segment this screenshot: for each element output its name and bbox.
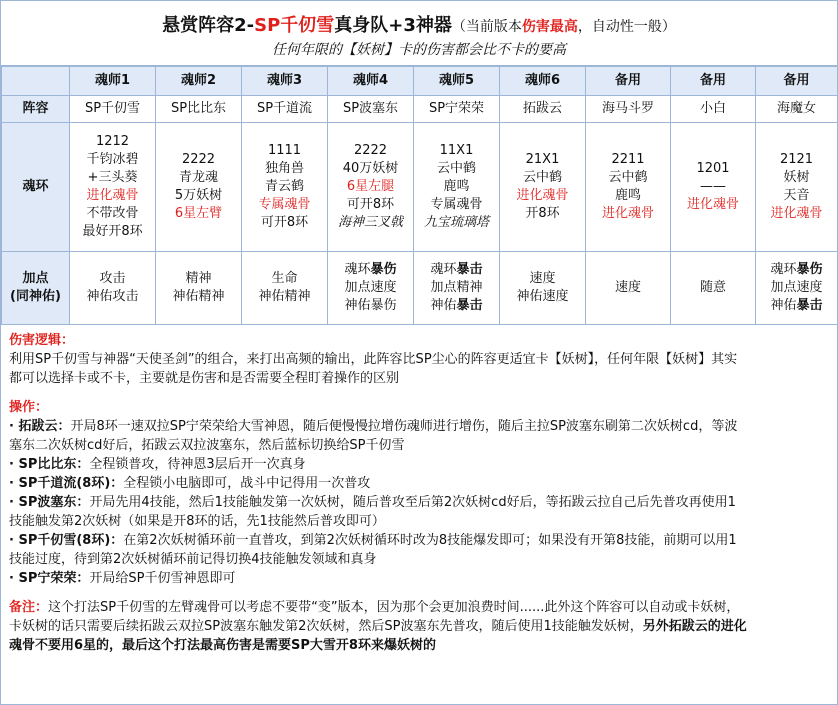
column-header: 魂师2 <box>156 67 242 96</box>
remark-title: 备注： <box>9 600 49 615</box>
points-text: 神佑暴伤 <box>344 298 397 313</box>
lineup-table <box>1 66 838 325</box>
points-text: 神佑速度 <box>516 289 569 304</box>
ring-line: 可开8环 <box>346 197 395 212</box>
row-label-points <box>2 252 70 325</box>
operation-line <box>9 436 829 455</box>
points-cell <box>328 252 414 325</box>
title-note-a: （当前版本 <box>451 19 522 35</box>
operation-line <box>9 531 829 550</box>
ring-line: 可开8环 <box>260 215 309 230</box>
ring-line: 1201 <box>696 161 730 176</box>
points-text: 神佑精神 <box>172 289 225 304</box>
points-line <box>329 279 412 297</box>
rings-cell <box>242 123 328 252</box>
row-label-lineup: 阵容 <box>2 96 70 123</box>
ring-line: 云中鹤 <box>608 170 648 185</box>
operation-text: 技能触发第2次妖树（如果是开8环的话，先1技能然后普攻即可） <box>9 514 385 529</box>
remark-text: 卡妖树的话只需要后续拓跋云双拉SP波塞东触发第2次妖树，然后SP波塞东先普攻，随后使用1技能触发妖树， <box>9 619 643 634</box>
title-hero: SP千仞雪 <box>254 15 335 36</box>
operation-text: 塞东二次妖树cd好后，拓跋云双拉波塞东，然后蓝标切换给SP千仞雪 <box>9 438 405 453</box>
points-line <box>757 261 836 279</box>
row-label-points-1: 加点 <box>22 271 49 286</box>
ring-line: 2222 <box>181 152 216 167</box>
points-text: 暴伤 <box>796 262 823 277</box>
operation-text: 全程锁普攻，待神恩3层后开一次真身 <box>89 457 306 472</box>
points-line <box>243 288 326 306</box>
points-cell <box>756 252 838 325</box>
lineup-row <box>2 96 838 123</box>
points-text: 神佑精神 <box>258 289 311 304</box>
ring-line: 妖树 <box>783 170 810 185</box>
points-text: 加点速度 <box>770 280 823 295</box>
points-text: 神佑 <box>430 298 457 313</box>
ring-line: 进化魂骨 <box>86 188 139 203</box>
lineup-cell: 海马斗罗 <box>586 96 671 123</box>
ring-line: +三头葵 <box>87 170 138 185</box>
table-header-row <box>2 67 838 96</box>
operations-title: 操作： <box>9 400 49 415</box>
points-line <box>415 297 498 315</box>
ring-line: 专属魂骨 <box>430 197 483 212</box>
operation-label: · SP千仞雪(8环)： <box>9 533 124 548</box>
points-line <box>757 279 836 297</box>
points-text: 随意 <box>699 280 726 295</box>
operation-text: 开局先用4技能，然后1技能触发第一次妖树，随后普攻至后第2次妖树cd好后，等拓跋云拉自己后先普攻再使用1 <box>89 495 736 510</box>
rings-cell <box>671 123 756 252</box>
title-suffix: 真身队+3神器 <box>334 15 452 36</box>
ring-line: 专属魂骨 <box>258 197 311 212</box>
ring-line: 独角兽 <box>264 161 304 176</box>
rings-cell <box>70 123 156 252</box>
ring-line: 云中鹤 <box>436 161 476 176</box>
damage-logic-line: 都可以选择卡或不卡，主要就是伤害和是否需要全程盯着操作的区别 <box>9 371 400 386</box>
points-line <box>501 288 584 306</box>
rings-cell <box>756 123 838 252</box>
subtitle: 任何年限的【妖树】卡的伤害都会比不卡的要高 <box>272 42 566 58</box>
points-text: 魂环 <box>344 262 371 277</box>
column-header: 备用 <box>586 67 671 96</box>
lineup-cell: 拓跋云 <box>500 96 586 123</box>
operation-text: 开局给SP千仞雪神恩即可 <box>89 571 236 586</box>
points-line <box>71 270 154 288</box>
points-text: 魂环 <box>430 262 457 277</box>
points-row <box>2 252 838 325</box>
points-line <box>243 270 326 288</box>
points-line <box>329 261 412 279</box>
points-text: 加点速度 <box>344 280 397 295</box>
ring-line: 21X1 <box>525 152 560 167</box>
title-prefix: 悬赏阵容2- <box>162 15 255 36</box>
ring-line: 进化魂骨 <box>770 206 823 221</box>
remark-text: 这个打法SP千仞雪的左臂魂骨可以考虑不要带“变”版本，因为那个会更加浪费时间......此外这个阵容可以自动或卡妖树， <box>48 600 740 615</box>
title-note <box>452 19 676 35</box>
points-line <box>71 288 154 306</box>
points-text: 神佑 <box>770 298 797 313</box>
lineup-cell: 小白 <box>671 96 756 123</box>
column-header: 魂师5 <box>414 67 500 96</box>
remark-bold-text: 另外拓跋云的进化 <box>642 619 747 634</box>
ring-line: 云中鹤 <box>522 170 562 185</box>
operations-list <box>9 417 829 588</box>
lineup-cell: SP宁荣荣 <box>414 96 500 123</box>
points-line <box>587 279 669 297</box>
row-label-points-2: (同神佑) <box>10 289 61 304</box>
operation-line <box>9 569 829 588</box>
points-cell <box>70 252 156 325</box>
operation-label: · SP千道流(8环)： <box>9 476 124 491</box>
column-header: 备用 <box>756 67 838 96</box>
remark-line <box>9 617 829 636</box>
points-text: 速度 <box>529 271 556 286</box>
lineup-cell: SP千仞雪 <box>70 96 156 123</box>
title-note-b: ，自动性一般） <box>577 19 676 35</box>
points-cell <box>414 252 500 325</box>
ring-line: 进化魂骨 <box>686 197 739 212</box>
operation-line <box>9 512 829 531</box>
operation-line <box>9 417 829 436</box>
points-line <box>757 297 836 315</box>
points-text: 暴击 <box>456 298 483 313</box>
ring-line: 青云鹤 <box>264 179 304 194</box>
ring-line: 40万妖树 <box>342 161 399 176</box>
ring-line: 5万妖树 <box>174 188 223 203</box>
ring-line: —— <box>700 179 726 194</box>
notes-section <box>1 325 837 655</box>
operation-line <box>9 550 829 569</box>
ring-line: 6星左臂 <box>174 206 223 221</box>
points-text: 速度 <box>614 280 641 295</box>
ring-line: 千钧冰碧 <box>86 152 139 167</box>
points-cell <box>671 252 756 325</box>
column-header: 魂师3 <box>242 67 328 96</box>
ring-line: 海神三叉戟 <box>337 215 403 230</box>
points-cell <box>242 252 328 325</box>
table-corner <box>2 67 70 96</box>
points-text: 精神 <box>185 271 212 286</box>
operation-line <box>9 455 829 474</box>
points-text: 暴伤 <box>370 262 397 277</box>
ring-line: 11X1 <box>439 143 474 158</box>
page-title <box>1 1 837 38</box>
ring-line: 2222 <box>353 143 388 158</box>
points-cell <box>156 252 242 325</box>
damage-logic-line: 利用SP千仞雪与神器“天使圣剑”的组合，来打出高频的输出，此阵容比SP尘心的阵容更适宜卡【妖树】，任何年限【妖树】其实 <box>9 352 738 367</box>
operation-text: 技能过度，待到第2次妖树循环前记得切换4技能触发领域和真身 <box>9 552 377 567</box>
points-line <box>672 279 754 297</box>
ring-line: 青龙魂 <box>178 170 218 185</box>
points-line <box>157 288 240 306</box>
lineup-cell: 海魔女 <box>756 96 838 123</box>
points-line <box>415 261 498 279</box>
column-header: 魂师1 <box>70 67 156 96</box>
row-label-rings: 魂环 <box>2 123 70 252</box>
points-cell <box>586 252 671 325</box>
remark-line: 魂骨不要用6星的，最后这个打法最高伤害是需要SP大雪开8环来爆妖树的 <box>9 638 436 653</box>
column-header: 备用 <box>671 67 756 96</box>
operation-label: · 拓跋云： <box>9 419 71 434</box>
ring-line: 九宝琉璃塔 <box>423 215 489 230</box>
damage-logic-title: 伤害逻辑： <box>9 333 75 348</box>
operation-label: · SP宁荣荣： <box>9 571 90 586</box>
ring-line: 鹿鸣 <box>614 188 641 203</box>
operation-text: 在第2次妖树循环前一直普攻，到第2次妖树循环时改为8技能爆发即可；如果没有开第8技能，前期可以用1 <box>123 533 737 548</box>
operation-label: · SP波塞东： <box>9 495 90 510</box>
points-cell <box>500 252 586 325</box>
lineup-cell: SP波塞东 <box>328 96 414 123</box>
ring-line: 6星左腿 <box>346 179 395 194</box>
points-text: 暴击 <box>796 298 823 313</box>
ring-line: 天音 <box>783 188 810 203</box>
ring-line: 2121 <box>779 152 814 167</box>
rings-cell <box>156 123 242 252</box>
ring-line: 1111 <box>267 143 302 158</box>
rings-cell <box>414 123 500 252</box>
points-line <box>157 270 240 288</box>
points-line <box>415 279 498 297</box>
operation-label: · SP比比东： <box>9 457 90 472</box>
points-text: 生命 <box>271 271 298 286</box>
lineup-cell: SP千道流 <box>242 96 328 123</box>
operation-line <box>9 474 829 493</box>
points-text: 加点精神 <box>430 280 483 295</box>
rings-cell <box>586 123 671 252</box>
points-line <box>329 297 412 315</box>
column-header: 魂师4 <box>328 67 414 96</box>
ring-line: 不带改骨 <box>86 206 139 221</box>
rings-row <box>2 123 838 252</box>
header <box>1 1 837 66</box>
operation-line <box>9 493 829 512</box>
points-line <box>501 270 584 288</box>
operation-text: 全程锁小电脑即可，战斗中记得用一次普攻 <box>123 476 371 491</box>
points-text: 攻击 <box>99 271 126 286</box>
points-text: 魂环 <box>770 262 797 277</box>
ring-line: 进化魂骨 <box>601 206 654 221</box>
ring-line: 2211 <box>611 152 645 167</box>
points-text: 神佑攻击 <box>86 289 139 304</box>
rings-cell <box>500 123 586 252</box>
column-header: 魂师6 <box>500 67 586 96</box>
ring-line: 进化魂骨 <box>516 188 569 203</box>
remark-line <box>9 598 829 617</box>
ring-line: 1212 <box>95 134 130 149</box>
title-note-highlight: 伤害最高 <box>521 19 578 35</box>
ring-line: 最好开8环 <box>82 224 143 239</box>
points-text: 暴击 <box>456 262 483 277</box>
rings-cell <box>328 123 414 252</box>
operation-text: 开局8环一速双拉SP宁荣荣给大雪神恩，随后便慢慢拉增伤魂师进行增伤，随后主拉SP波塞东刷第二次妖树cd，等波 <box>70 419 738 434</box>
ring-line: 开8环 <box>525 206 560 221</box>
lineup-cell: SP比比东 <box>156 96 242 123</box>
ring-line: 鹿鸣 <box>443 179 470 194</box>
